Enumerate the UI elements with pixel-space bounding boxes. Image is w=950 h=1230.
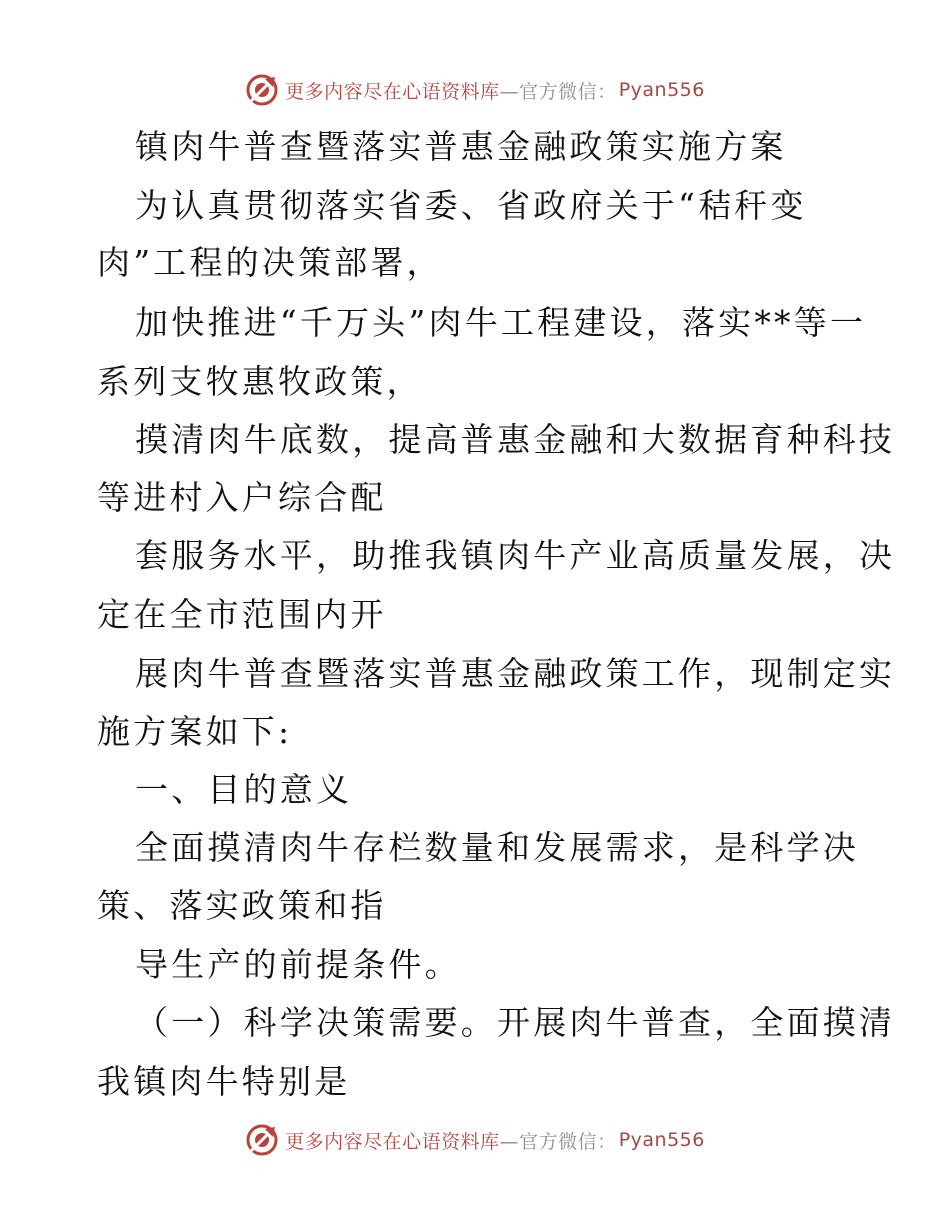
paragraph-line: 策、落实政策和指	[97, 886, 387, 925]
paragraph-line: （一）科学决策需要。开展肉牛普查，全面摸清	[135, 1003, 896, 1042]
paragraph-line: 肉”工程的决策部署，	[97, 243, 443, 282]
document-title: 镇肉牛普查暨落实普惠金融政策实施方案	[135, 127, 787, 166]
section-heading: 一、目的意义	[135, 770, 353, 809]
watermark-official-text: —官方微信：	[499, 80, 617, 103]
paragraph-line: 定在全市范围内开	[97, 595, 387, 634]
paragraph-line: 全面摸清肉牛存栏数量和发展需求，是科学决	[135, 828, 859, 867]
paragraph-line: 摸清肉牛底数，提高普惠金融和大数据育种科技	[135, 420, 896, 459]
watermark-banner-top	[0, 70, 950, 110]
paragraph-line: 施方案如下:	[97, 712, 293, 751]
watermark-promo-text: 更多内容尽在心语资料库	[285, 80, 500, 103]
paragraph-line: 套服务水平，助推我镇肉牛产业高质量发展，决	[135, 536, 896, 575]
paragraph-line: 等进村入户综合配	[97, 478, 387, 517]
watermark-promo-text: 更多内容尽在心语资料库	[285, 1130, 500, 1153]
watermark-wechat-id: Pyan556	[618, 1129, 705, 1151]
watermark-wechat-id: Pyan556	[618, 79, 705, 101]
logo-icon	[245, 1123, 279, 1157]
watermark-official-text: —官方微信：	[499, 1130, 617, 1153]
paragraph-line: 我镇肉牛特别是	[97, 1062, 351, 1101]
paragraph-line: 系列支牧惠牧政策，	[97, 362, 423, 401]
paragraph-line: 导生产的前提条件。	[135, 945, 461, 984]
watermark-banner-bottom	[0, 1120, 950, 1160]
logo-icon	[245, 73, 279, 107]
paragraph-line: 为认真贯彻落实省委、省政府关于“秸秆变	[135, 186, 807, 225]
paragraph-line: 展肉牛普查暨落实普惠金融政策工作，现制定实	[135, 654, 896, 693]
paragraph-line: 加快推进“千万头”肉牛工程建设，落实**等一	[135, 303, 867, 342]
